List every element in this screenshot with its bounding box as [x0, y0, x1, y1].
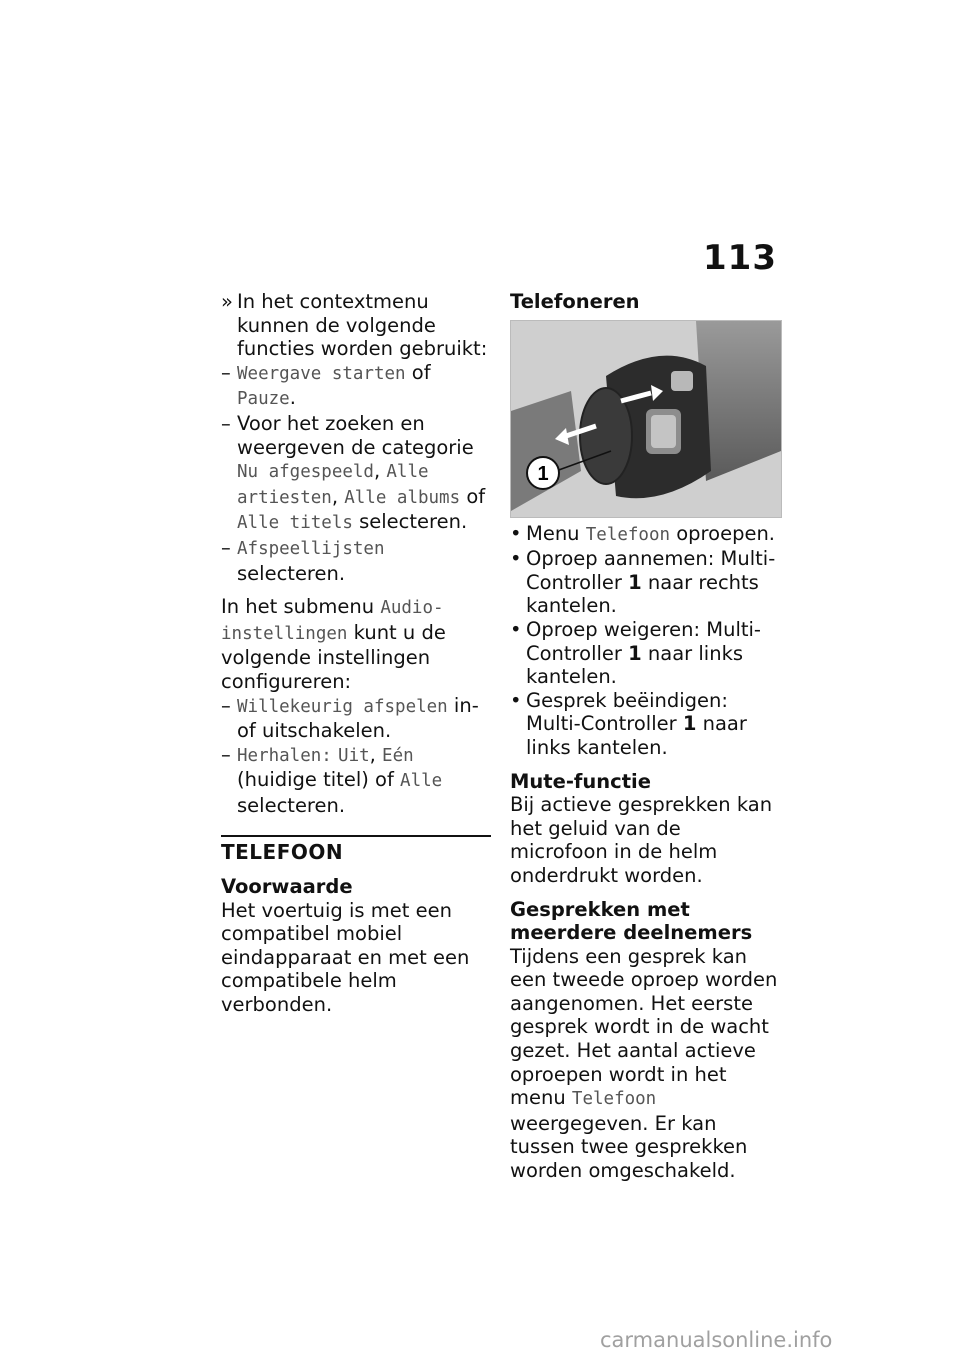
page-number: 113: [703, 238, 777, 278]
menu-option: Herhalen:: [237, 745, 332, 766]
mute-heading: Mute-functie: [510, 769, 651, 793]
section-divider: [221, 835, 491, 865]
intro-text: In het contextmenu kunnen de volgende functies worden gebruikt:: [237, 290, 488, 361]
watermark: carmanualsonline.info: [600, 1328, 833, 1352]
text: Oproep weigeren: Multi-Controller: [526, 617, 761, 665]
menu-option: Weergave starten: [237, 363, 406, 384]
text: selecteren.: [352, 510, 468, 534]
bullet-icon: •: [510, 521, 522, 545]
list-item: [510, 618, 780, 689]
text: Gesprek beëindigen: Multi-Controller: [526, 688, 728, 736]
text: (huidige titel) of: [237, 768, 401, 792]
text: naar rechts kantelen.: [526, 570, 759, 618]
bullet-icon: •: [510, 688, 522, 712]
dash-icon: –: [221, 693, 231, 717]
text: ,: [369, 742, 383, 766]
list-item: [510, 689, 780, 760]
section-title: TELEFOON: [221, 840, 344, 865]
menu-option: Afspeellijsten: [237, 538, 385, 559]
menu-option: Pauze: [237, 389, 290, 410]
text: weergegeven. Er kan tussen twee gesprekken worden omgeschakeld.: [510, 1111, 748, 1183]
prereq-heading: Voorwaarde: [221, 875, 353, 899]
list-item: [221, 412, 491, 536]
callout-number: 1: [537, 462, 549, 485]
text: of: [405, 360, 431, 384]
list-item: [221, 536, 491, 585]
text: naar links kantelen.: [526, 712, 747, 759]
text: in- of uitschakelen.: [237, 693, 479, 743]
text: selecteren.: [237, 561, 346, 585]
menu-option: Audio-instellingen: [221, 598, 444, 644]
text: .: [289, 386, 296, 410]
callout-ref: 1: [628, 570, 642, 594]
menu-option: Telefoon: [585, 524, 671, 545]
text: selecteren.: [237, 793, 346, 817]
text: ,: [331, 484, 345, 508]
menu-option: Alle titels: [237, 513, 353, 534]
menu-option: Uit: [338, 745, 370, 766]
text: In het submenu: [221, 595, 381, 619]
submenu-paragraph: [221, 595, 491, 693]
multi-paragraph: [510, 945, 780, 1183]
mute-text: Bij actieve gesprekken kan het geluid van de microfoon in de helm onderdrukt worden.: [510, 793, 773, 887]
callout-ref: 1: [682, 712, 697, 736]
text: ,: [373, 459, 387, 483]
intro-bullet: [221, 290, 491, 361]
text: Voor het zoeken en weergeven de categorie: [237, 411, 474, 459]
left-column: [221, 290, 491, 1017]
menu-option: Willekeurig afspelen: [237, 696, 448, 717]
text: naar links kantelen.: [526, 641, 744, 689]
bullet-icon: •: [510, 617, 522, 641]
callout-ref: 1: [628, 641, 642, 665]
bullet-icon: •: [510, 547, 522, 571]
menu-option: Eén: [382, 745, 414, 766]
text: of: [460, 484, 486, 508]
multi-heading: Gesprekken met meerdere deelnemers: [510, 897, 753, 945]
list-item: [510, 547, 780, 618]
text: Oproep aannemen: Multi-Controller: [526, 547, 776, 594]
right-column: [510, 290, 780, 1183]
dash-icon: –: [221, 535, 231, 559]
text: Menu: [526, 521, 586, 545]
calling-heading: Telefoneren: [510, 290, 640, 313]
menu-option: Nu afgespeeld: [237, 462, 374, 483]
arrow-bullet-icon: »: [221, 290, 233, 313]
list-item: [221, 743, 491, 818]
prereq-text: Het voertuig is met een compatibel mobiel eindapparaat en met een compatibele helm verbonden.: [221, 898, 470, 1017]
dash-icon: –: [221, 360, 231, 384]
list-item: [510, 522, 780, 548]
dash-icon: –: [221, 742, 231, 766]
handlebar-switch-illustration: [511, 321, 781, 517]
text: Tijdens een gesprek kan een tweede oproep worden aangenomen. Het eerste gesprek wordt in de wacht gezet. Het aantal actieve oproepen wordt in het menu: [510, 944, 778, 1110]
menu-option: Alle: [400, 771, 443, 792]
text: oproepen.: [670, 521, 776, 545]
dash-icon: –: [221, 411, 231, 435]
menu-option: Telefoon: [571, 1089, 657, 1110]
text: kunt u de volgende instellingen configureren:: [221, 620, 446, 693]
list-item: [221, 361, 491, 412]
list-item: [221, 694, 491, 743]
menu-option: Alle artiesten: [237, 462, 429, 508]
menu-option: Alle albums: [344, 487, 461, 508]
multi-controller-figure: [510, 320, 782, 518]
